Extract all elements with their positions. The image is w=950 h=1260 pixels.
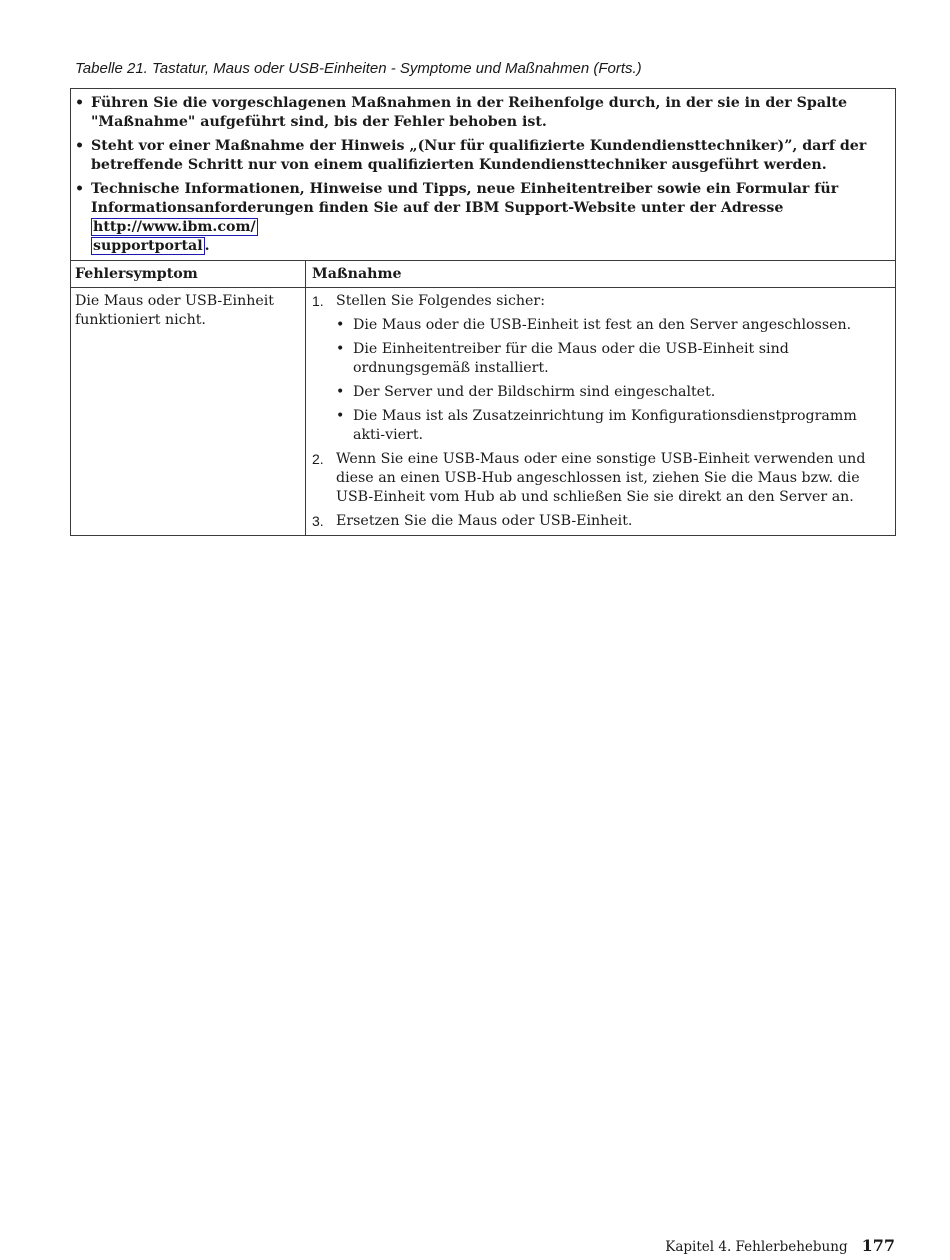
ibm-support-link-part2[interactable]: supportportal	[93, 238, 203, 254]
note-end: .	[204, 238, 210, 254]
sub-item	[336, 316, 891, 335]
sub-item	[336, 407, 891, 445]
sub-item-text: Die Maus oder die USB-Einheit ist fest an den Server angeschlossen.	[353, 317, 852, 333]
step-number: 2.	[312, 451, 324, 467]
table-caption: Tabelle 21. Tastatur, Maus oder USB-Einheiten - Symptome und Maßnahmen (Forts.)	[75, 60, 642, 77]
step-number: 3.	[312, 513, 324, 529]
page-number: 177	[861, 1236, 895, 1255]
bullet-icon: •	[75, 95, 85, 111]
step-text: Stellen Sie Folgendes sicher:	[336, 293, 545, 309]
ibm-support-link-part1[interactable]: http://www.ibm.com/	[93, 219, 256, 235]
note-text: Technische Informationen, Hinweise und Tipps, neue Einheitentreiber sowie ein Formular für Informationsanforderungen finden Sie auf der IBM Support-Website unter der Adresse	[91, 181, 839, 216]
bullet-icon: •	[336, 341, 345, 357]
note-item	[75, 180, 887, 256]
action-step	[312, 292, 891, 445]
action-step	[312, 512, 891, 531]
chapter-title: Kapitel 4. Fehlerbehebung	[665, 1239, 848, 1255]
note-item	[75, 137, 887, 175]
table-row	[71, 288, 895, 535]
sub-item-text: Der Server und der Bildschirm sind eingeschaltet.	[353, 384, 716, 400]
table-header-row	[71, 261, 895, 288]
table-notes	[71, 89, 895, 261]
page-footer	[665, 1236, 895, 1255]
step-number: 1.	[312, 293, 324, 309]
sub-item	[336, 340, 891, 378]
sub-item-text: Die Maus ist als Zusatzeinrichtung im Konfigurationsdienstprogramm akti-viert.	[353, 408, 857, 443]
action-cell	[306, 288, 895, 535]
bullet-icon: •	[336, 408, 345, 424]
sub-item-text: Die Einheitentreiber für die Maus oder die USB-Einheit sind ordnungsgemäß installiert.	[353, 341, 789, 376]
step-text: Wenn Sie eine USB-Maus oder eine sonstige USB-Einheit verwenden und diese an einen USB-Hub angeschlossen ist, ziehen Sie die Maus bzw. die USB-Einheit vom Hub ab und schließen Sie sie direkt an den Server an.	[336, 451, 866, 505]
symptom-cell: Die Maus oder USB-Einheit funktioniert nicht.	[71, 288, 306, 535]
bullet-icon: •	[75, 181, 85, 197]
header-symptom: Fehlersymptom	[71, 261, 306, 287]
note-text: Steht vor einer Maßnahme der Hinweis „(Nur für qualifizierte Kundendiensttechniker)”, darf der betreffende Schritt nur von einem qualifizierten Kundendiensttechniker ausgeführt werden.	[91, 138, 867, 173]
sub-item	[336, 383, 891, 402]
note-text: Führen Sie die vorgeschlagenen Maßnahmen in der Reihenfolge durch, in der sie in der Spalte "Maßnahme" aufgeführt sind, bis der Fehler behoben ist.	[91, 95, 848, 130]
bullet-icon: •	[75, 138, 85, 154]
step-text: Ersetzen Sie die Maus oder USB-Einheit.	[336, 513, 633, 529]
bullet-icon: •	[336, 384, 345, 400]
symptom-table	[70, 88, 896, 536]
bullet-icon: •	[336, 317, 345, 333]
header-action: Maßnahme	[312, 266, 402, 282]
note-item	[75, 94, 887, 132]
action-step	[312, 450, 891, 507]
